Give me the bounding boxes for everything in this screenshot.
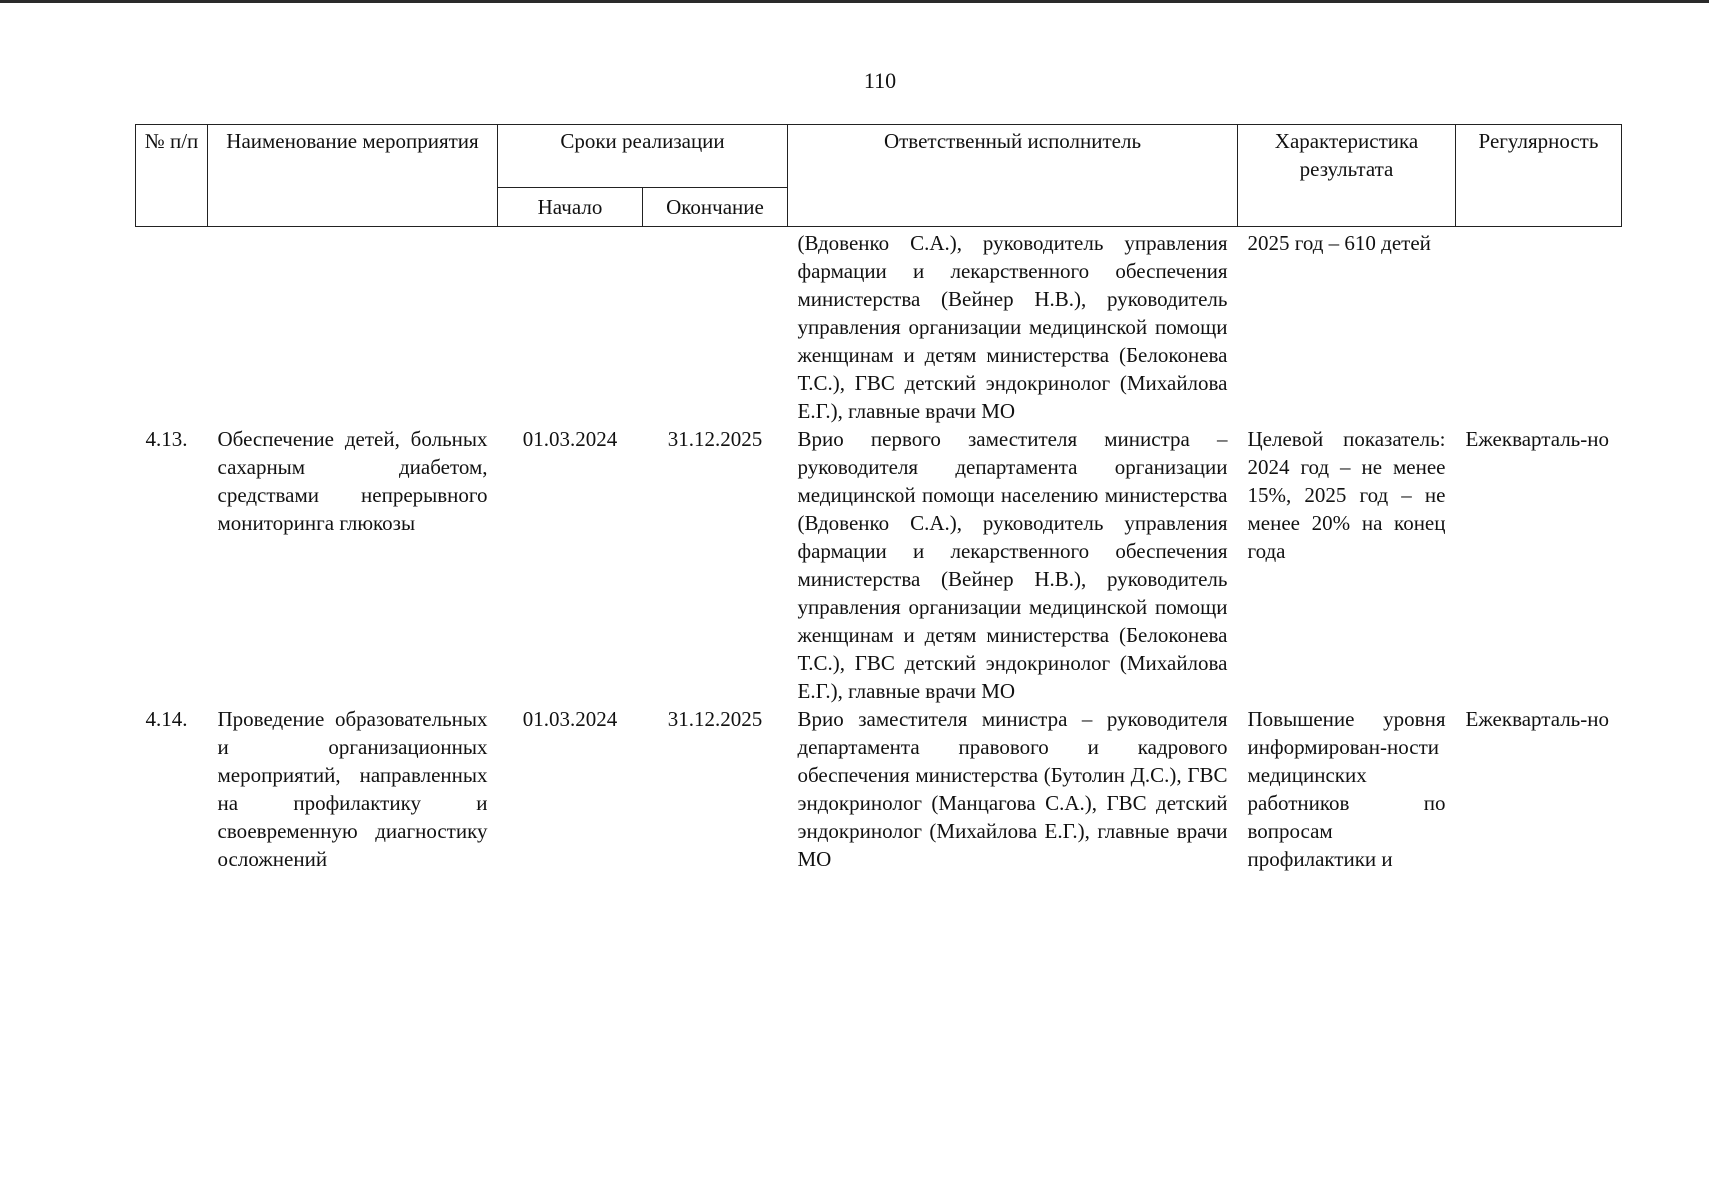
row-result: Повышение уровня информирован-ности медицинских работников по вопросам профилактики и [1247, 707, 1446, 871]
header-name: Наименование мероприятия [208, 125, 498, 227]
header-terms: Сроки реализации [498, 125, 788, 188]
page-number: 110 [863, 68, 897, 93]
header-num: № п/п [136, 125, 208, 227]
row-regularity: Ежекварталь-но [1465, 427, 1609, 451]
table-row [136, 705, 1622, 873]
top-border-line [0, 0, 1709, 3]
row-num: 4.14. [145, 707, 188, 731]
row-executor: Врио заместителя министра – руководителя департамента правового и кадрового обеспечения министерства (Бутолин Д.С.), ГВС эндокринолог (Манцагова С.А.), ГВС детский эндокринолог (Михайлова Е.Г.), главные врачи МО [797, 707, 1228, 871]
continuation-executor: (Вдовенко С.А.), руководитель управления фармации и лекарственного обеспечения министерства (Вейнер Н.В.), руководитель управления организации медицинской помощи женщинам и детям министерства (Белоконева Т.С.), ГВС детский эндокринолог (Михайлова Е.Г.), главные врачи МО [797, 231, 1228, 423]
continuation-result: 2025 год – 610 детей [1247, 231, 1431, 255]
header-end: Окончание [643, 188, 788, 227]
header-executor: Ответственный исполнитель [788, 125, 1238, 227]
row-start: 01.03.2024 [522, 707, 618, 731]
row-name: Проведение образовательных и организационных мероприятий, направленных на профилактику и своевременную диагностику осложнений [217, 707, 488, 871]
header-result: Характеристика результата [1238, 125, 1456, 227]
table-row [136, 425, 1622, 705]
row-end: 31.12.2025 [667, 707, 763, 731]
header-regularity: Регулярность [1456, 125, 1622, 227]
plan-table-wrapper [135, 124, 1621, 873]
header-start: Начало [498, 188, 643, 227]
table-row-continuation [136, 227, 1622, 426]
row-regularity: Ежекварталь-но [1465, 707, 1609, 731]
row-end: 31.12.2025 [667, 427, 763, 451]
row-name: Обеспечение детей, больных сахарным диабетом, средствами непрерывного мониторинга глюкозы [217, 427, 488, 535]
row-start: 01.03.2024 [522, 427, 618, 451]
row-num: 4.13. [145, 427, 188, 451]
plan-table [135, 124, 1622, 873]
row-result: Целевой показатель: 2024 год – не менее 15%, 2025 год – не менее 20% на конец года [1247, 427, 1446, 563]
row-executor: Врио первого заместителя министра – руководителя департамента организации медицинской помощи населению министерства (Вдовенко С.А.), руководитель управления фармации и лекарственного обеспечения министерства (Вейнер Н.В.), руководитель управления организации медицинской помощи женщинам и детям министерства (Белоконева Т.С.), ГВС детский эндокринолог (Михайлова Е.Г.), главные врачи МО [797, 427, 1228, 703]
